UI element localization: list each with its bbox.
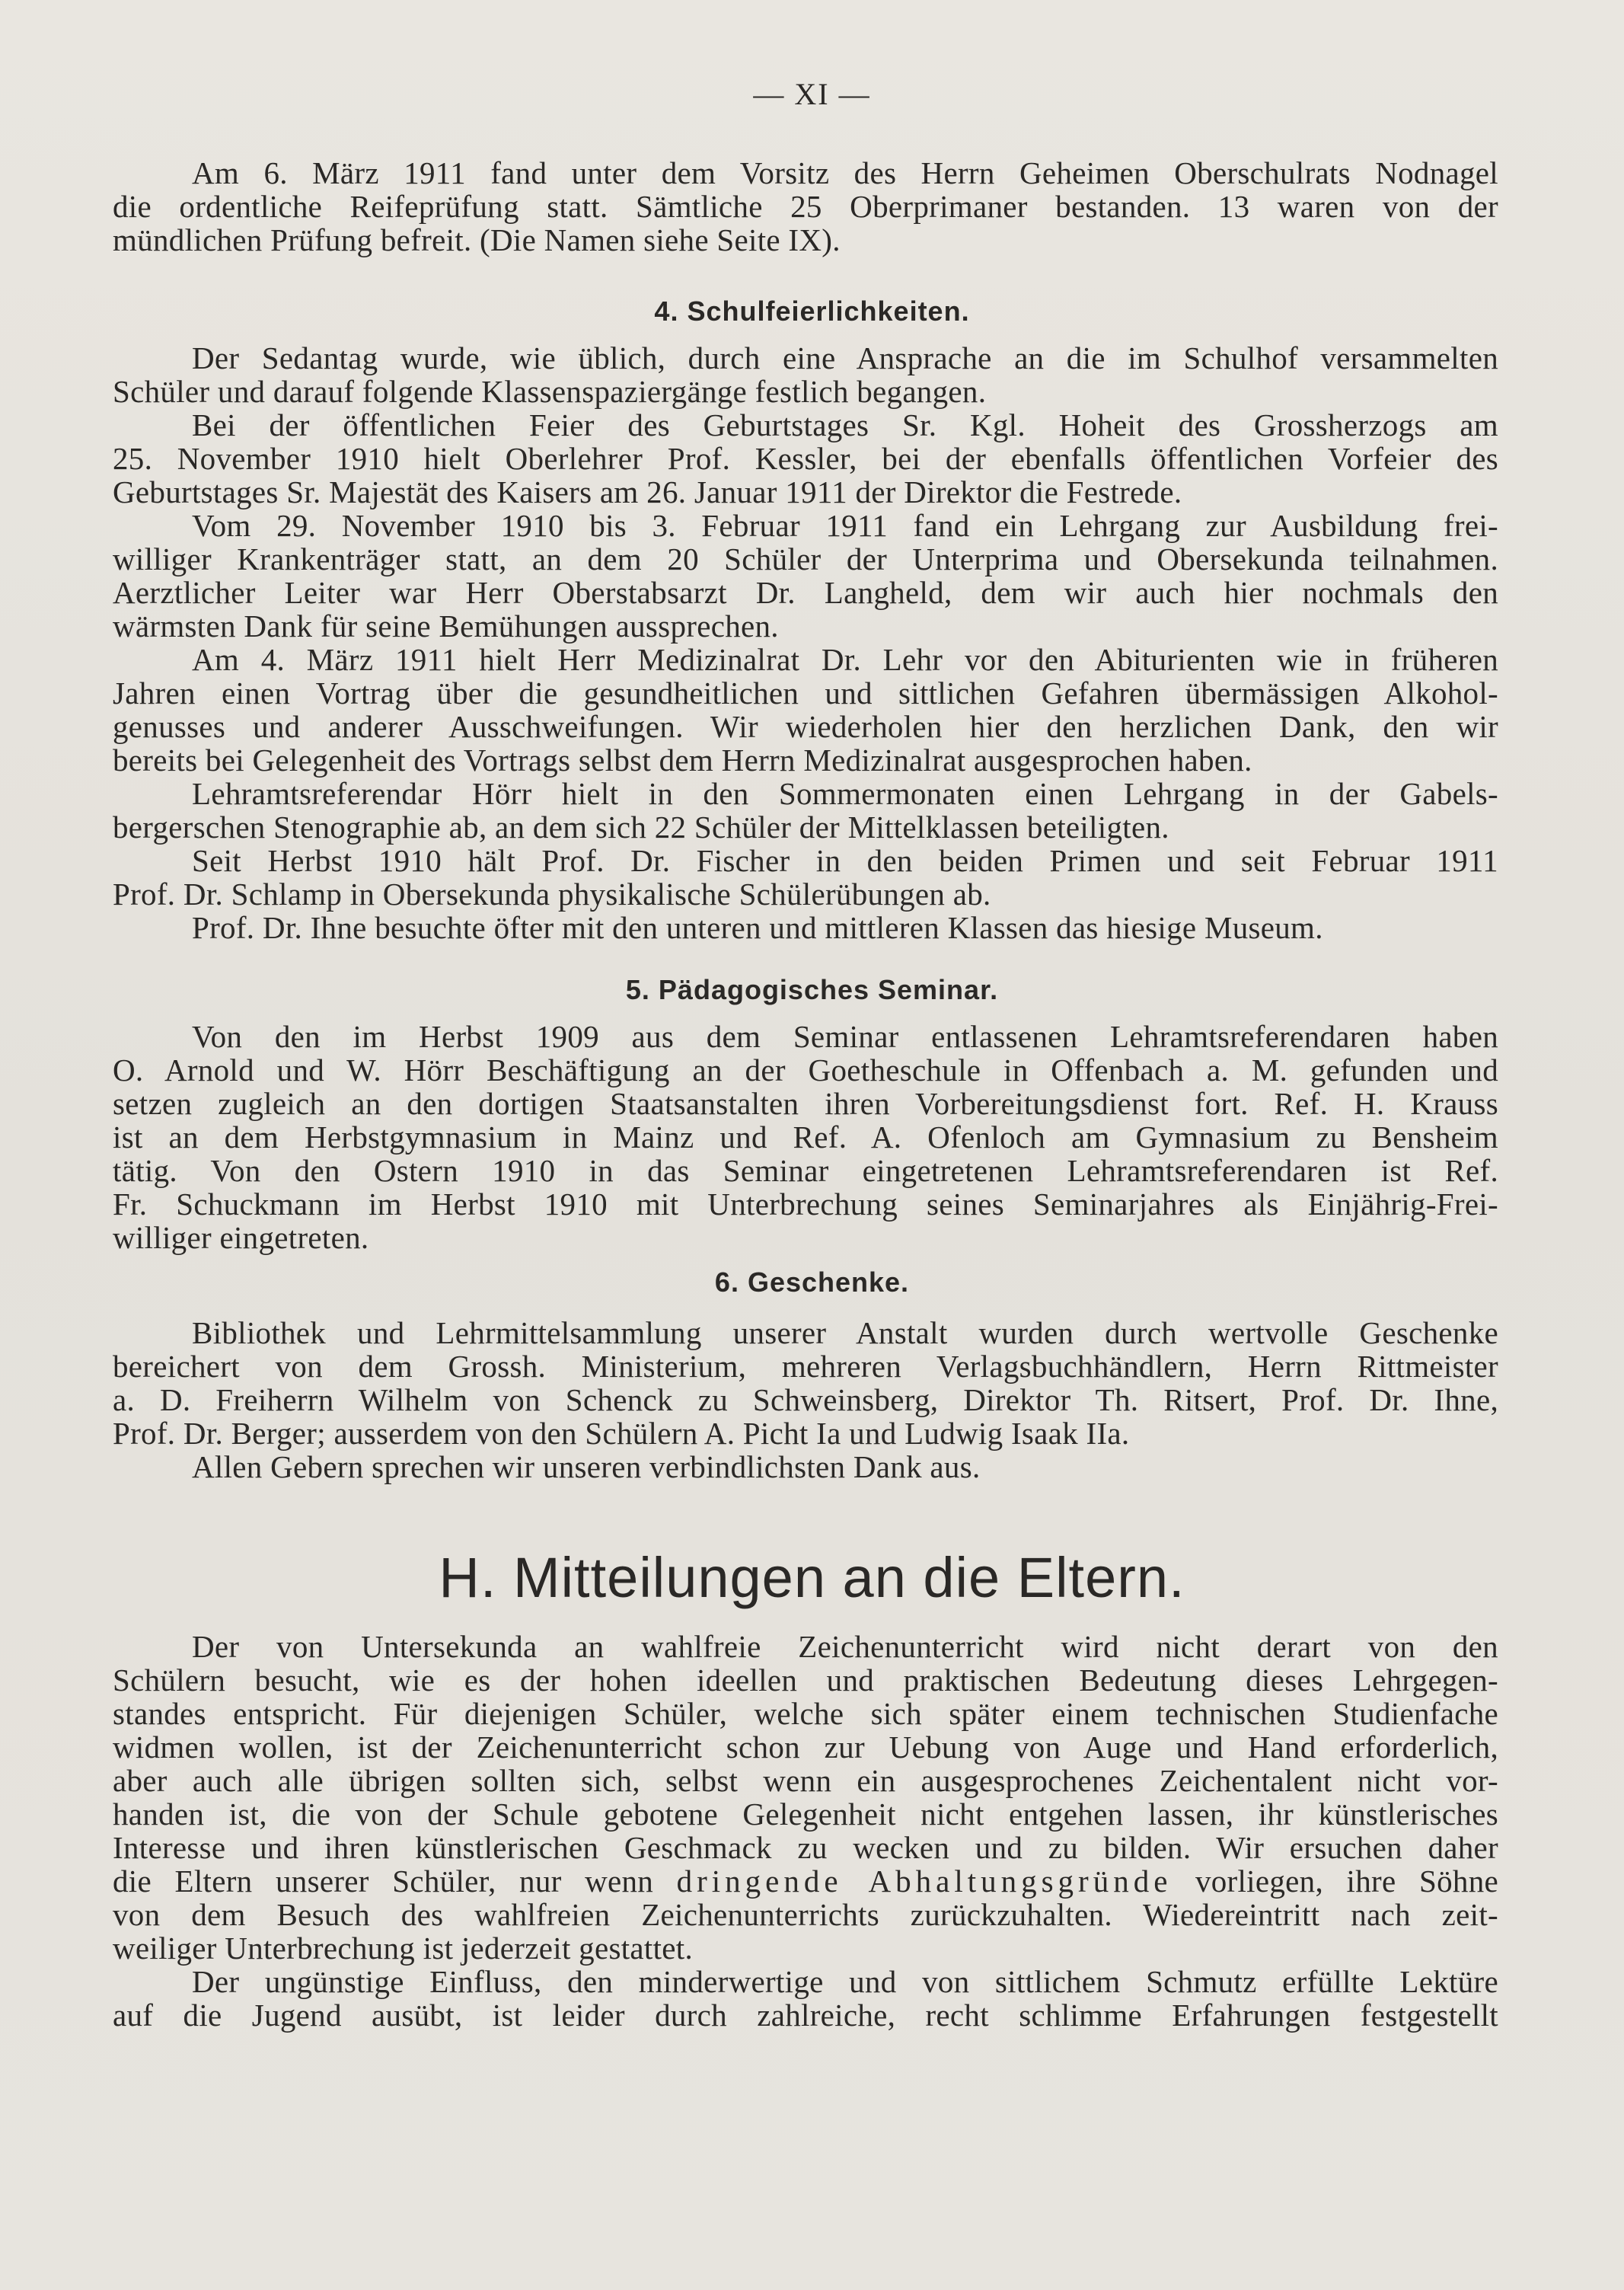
text-line: williger eingetreten.	[113, 1220, 369, 1255]
spaced-emphasis: dringende Abhaltungsgründe	[676, 1864, 1173, 1899]
text-line: 25. November 1910 hielt Oberlehrer Prof. Kessler, bei der ebenfalls öffentlichen Vorfeier des	[113, 441, 1498, 476]
text-line: setzen zugleich an den dortigen Staatsanstalten ihren Vorbereitungsdienst fort. Ref. H. Krauss	[113, 1086, 1498, 1121]
text-line: tätig. Von den Ostern 1910 in das Seminar eingetretenen Lehramtsreferendaren ist Ref.	[113, 1153, 1498, 1188]
section-heading-geschenke: 6. Geschenke.	[714, 1266, 910, 1298]
text-line: Der ungünstige Einfluss, den minderwertige und von sittlichem Schmutz erfüllte Lektüre	[192, 1964, 1498, 1999]
text-line: Vom 29. November 1910 bis 3. Februar 1911 fand ein Lehrgang zur Ausbildung frei-	[192, 508, 1498, 543]
text-line: aber auch alle übrigen sollten sich, selbst wenn ein ausgesprochenes Zeichentalent nicht vor-	[113, 1763, 1498, 1798]
text-line: standes entspricht. Für diejenigen Schüler, welche sich später einem technischen Studienfache	[113, 1696, 1498, 1731]
major-heading-mitteilungen: H. Mitteilungen an die Eltern.	[439, 1546, 1185, 1609]
text-line: genusses und anderer Ausschweifungen. Wir wiederholen hier den herzlichen Dank, den wir	[113, 709, 1498, 744]
text-line: Am 6. März 1911 fand unter dem Vorsitz des Herrn Geheimen Oberschulrats Nodnagel	[192, 155, 1498, 190]
text-line: Seit Herbst 1910 hält Prof. Dr. Fischer in den beiden Primen und seit Februar 1911	[192, 843, 1498, 878]
text-line: von dem Besuch des wahlfreien Zeichenunterrichts zurückzuhalten. Wiedereintritt nach zeit-	[113, 1897, 1498, 1932]
text-line: williger Krankenträger statt, an dem 20 Schüler der Unterprima und Obersekunda teilnahmen.	[113, 541, 1498, 576]
section-5-body	[113, 1020, 1498, 1254]
section-heading-paedagogisches-seminar: 5. Pädagogisches Seminar.	[625, 974, 999, 1005]
text-line	[113, 1864, 1498, 1898]
text-line: Prof. Dr. Ihne besuchte öfter mit den unteren und mittleren Klassen das hiesige Museum.	[192, 910, 1323, 945]
text-fragment: die Eltern unserer Schüler, nur wenn	[113, 1864, 654, 1899]
page-number: — XI —	[753, 77, 871, 111]
text-line: Interesse und ihren künstlerischen Geschmack zu wecken und zu bilden. Wir ersuchen daher	[113, 1830, 1498, 1865]
text-line: Von den im Herbst 1909 aus dem Seminar entlassenen Lehramtsreferendaren haben	[192, 1019, 1498, 1054]
text-line: weiliger Unterbrechung ist jederzeit gestattet.	[113, 1931, 694, 1966]
text-line: Der Sedantag wurde, wie üblich, durch eine Ansprache an die im Schulhof versammelten	[192, 340, 1498, 375]
text-line: ist an dem Herbstgymnasium in Mainz und Ref. A. Ofenloch am Gymnasium zu Bensheim	[113, 1119, 1498, 1155]
text-line: Der von Untersekunda an wahlfreie Zeichenunterricht wird nicht derart von den	[192, 1629, 1498, 1664]
intro-paragraph	[113, 156, 1498, 257]
text-line: O. Arnold und W. Hörr Beschäftigung an der Goetheschule in Offenbach a. M. gefunden und	[113, 1052, 1498, 1088]
section-h-body	[113, 1630, 1498, 2032]
text-line: Aerztlicher Leiter war Herr Oberstabsarzt Dr. Langheld, dem wir auch hier nochmals den	[113, 575, 1498, 610]
text-line: bereits bei Gelegenheit des Vortrags selbst dem Herrn Medizinalrat ausgesprochen haben.	[113, 743, 1252, 778]
text-line: a. D. Freiherrn Wilhelm von Schenck zu Schweinsberg, Direktor Th. Ritsert, Prof. Dr. Ihne,	[113, 1382, 1498, 1417]
text-line: auf die Jugend ausübt, ist leider durch zahlreiche, recht schlimme Erfahrungen festgestellt	[113, 1998, 1498, 2033]
text-line: handen ist, die von der Schule gebotene Gelegenheit nicht entgehen lassen, ihr künstlerisches	[113, 1797, 1498, 1832]
text-line: bergerschen Stenographie ab, an dem sich 22 Schüler der Mittelklassen beteiligten.	[113, 810, 1169, 845]
text-line: Fr. Schuckmann im Herbst 1910 mit Unterbrechung seines Seminarjahres als Einjährig-Frei-	[113, 1187, 1498, 1222]
text-line: wärmsten Dank für seine Bemühungen aussprechen.	[113, 608, 779, 644]
text-line: Am 4. März 1911 hielt Herr Medizinalrat Dr. Lehr vor den Abiturienten wie in früheren	[192, 642, 1498, 677]
text-line: Schülern besucht, wie es der hohen ideellen und praktischen Bedeutung dieses Lehrgegen-	[113, 1662, 1498, 1698]
section-6-body	[113, 1316, 1498, 1484]
text-line: widmen wollen, ist der Zeichenunterricht schon zur Uebung von Auge und Hand erforderlich,	[113, 1729, 1498, 1765]
text-line: Jahren einen Vortrag über die gesundheitlichen und sittlichen Gefahren übermässigen Alkohol-	[113, 676, 1498, 711]
text-line: Lehramtsreferendar Hörr hielt in den Sommermonaten einen Lehrgang in der Gabels-	[192, 776, 1498, 811]
text-line: Allen Gebern sprechen wir unseren verbindlichsten Dank aus.	[192, 1449, 981, 1484]
section-heading-schulfeierlichkeiten: 4. Schulfeierlichkeiten.	[654, 295, 970, 327]
text-line: bereichert von dem Grossh. Ministerium, mehreren Verlagsbuchhändlern, Herrn Rittmeister	[113, 1349, 1498, 1384]
text-line: die ordentliche Reifeprüfung statt. Sämtliche 25 Oberprimaner bestanden. 13 waren von der	[113, 189, 1498, 224]
text-line: Prof. Dr. Berger; ausserdem von den Schülern A. Picht Ia und Ludwig Isaak IIa.	[113, 1416, 1130, 1451]
text-line: Bei der öffentlichen Feier des Geburtstages Sr. Kgl. Hoheit des Grossherzogs am	[192, 407, 1498, 442]
section-4-body	[113, 341, 1498, 944]
text-line: Geburtstages Sr. Majestät des Kaisers am 26. Januar 1911 der Direktor die Festrede.	[113, 474, 1182, 509]
text-fragment: vorliegen, ihre Söhne	[1195, 1864, 1498, 1899]
text-line: Schüler und darauf folgende Klassenspaziergänge festlich begangen.	[113, 374, 987, 409]
text-line: Prof. Dr. Schlamp in Obersekunda physikalische Schülerübungen ab.	[113, 877, 991, 912]
text-line: Bibliothek und Lehrmittelsammlung unserer Anstalt wurden durch wertvolle Geschenke	[192, 1315, 1498, 1350]
text-line: mündlichen Prüfung befreit. (Die Namen siehe Seite IX).	[113, 222, 841, 257]
